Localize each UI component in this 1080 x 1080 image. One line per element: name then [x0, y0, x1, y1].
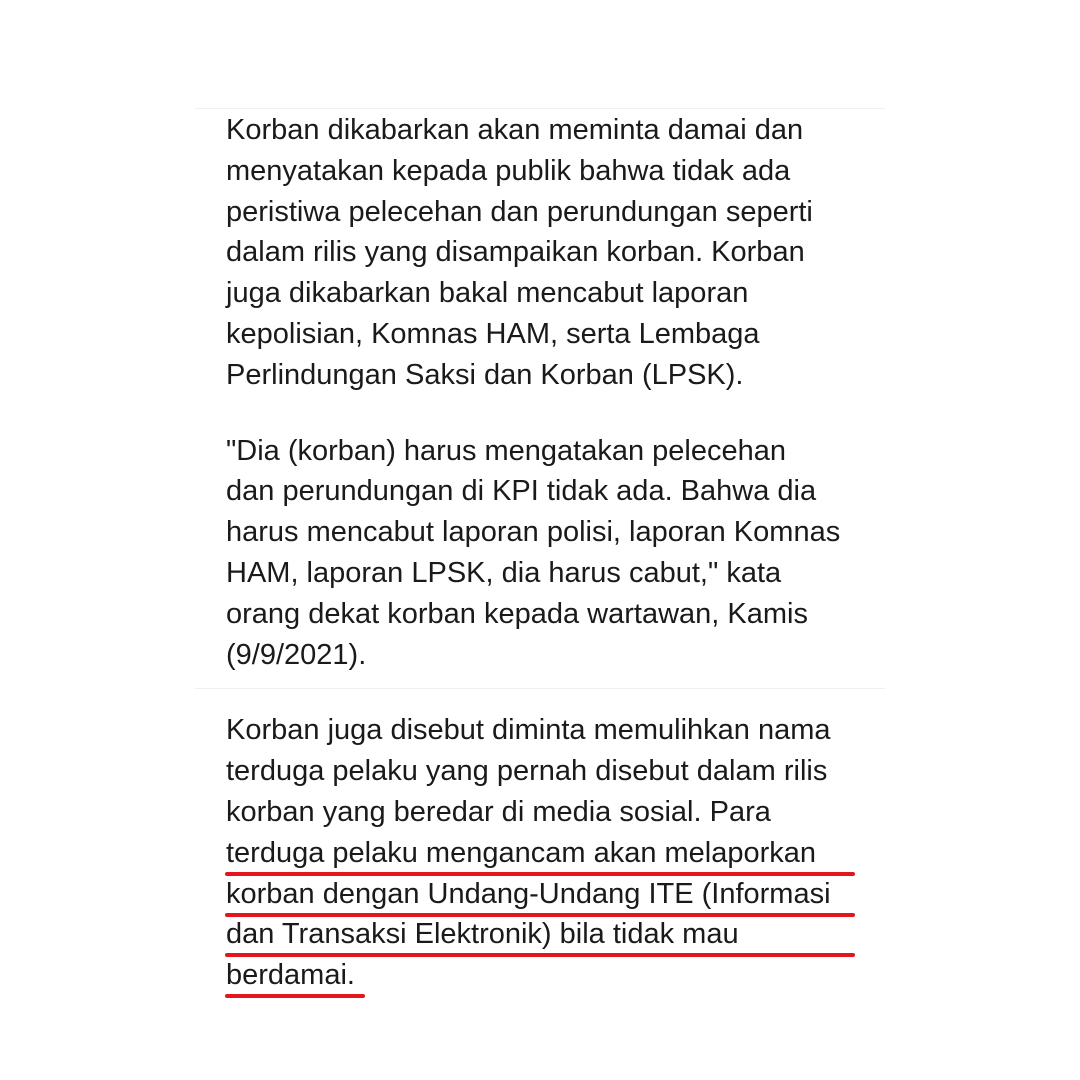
text-line: dan perundungan di KPI tidak ada. Bahwa dia [226, 475, 817, 508]
text-line-highlighted [226, 955, 866, 996]
paragraph-3 [226, 710, 866, 996]
text-line: Korban dikabarkan akan meminta damai dan [226, 114, 804, 146]
text-line: juga dikabarkan bakal mencabut laporan [226, 277, 749, 310]
text-line: Perlindungan Saksi dan Korban (LPSK). [226, 358, 744, 391]
highlighted-text: berdamai. [226, 959, 355, 992]
text-line: "Dia (korban) harus mengatakan pelecehan [226, 434, 787, 467]
text-line: korban yang beredar di media sosial. Para [226, 795, 771, 828]
text-line: Korban juga disebut diminta memulihkan nama [226, 714, 831, 747]
text-line-highlighted [226, 833, 866, 874]
paragraph-2-quote [226, 431, 866, 676]
paragraph-1 [226, 110, 866, 396]
highlighted-text: terduga pelaku mengancam akan melaporkan [226, 836, 817, 869]
text-line-highlighted [226, 874, 866, 915]
text-line: HAM, laporan LPSK, dia harus cabut," kata [226, 556, 782, 589]
text-line: orang dekat korban kepada wartawan, Kamis [226, 597, 808, 630]
text-line: dalam rilis yang disampaikan korban. Korban [226, 236, 805, 269]
highlighted-text: dan Transaksi Elektronik) bila tidak mau [226, 918, 739, 951]
text-line: peristiwa pelecehan dan perundungan seperti [226, 195, 813, 228]
text-line: (9/9/2021). [226, 638, 367, 671]
text-line: terduga pelaku yang pernah disebut dalam rilis [226, 755, 828, 788]
text-line-highlighted [226, 914, 866, 955]
red-underline [225, 994, 365, 998]
highlighted-text: korban dengan Undang-Undang ITE (Informasi [226, 877, 831, 910]
article-body [226, 110, 866, 996]
top-divider [195, 108, 885, 109]
text-line: menyatakan kepada publik bahwa tidak ada [226, 154, 791, 187]
text-line: kepolisian, Komnas HAM, serta Lembaga [226, 317, 760, 350]
text-line: harus mencabut laporan polisi, laporan Komnas [226, 516, 841, 549]
